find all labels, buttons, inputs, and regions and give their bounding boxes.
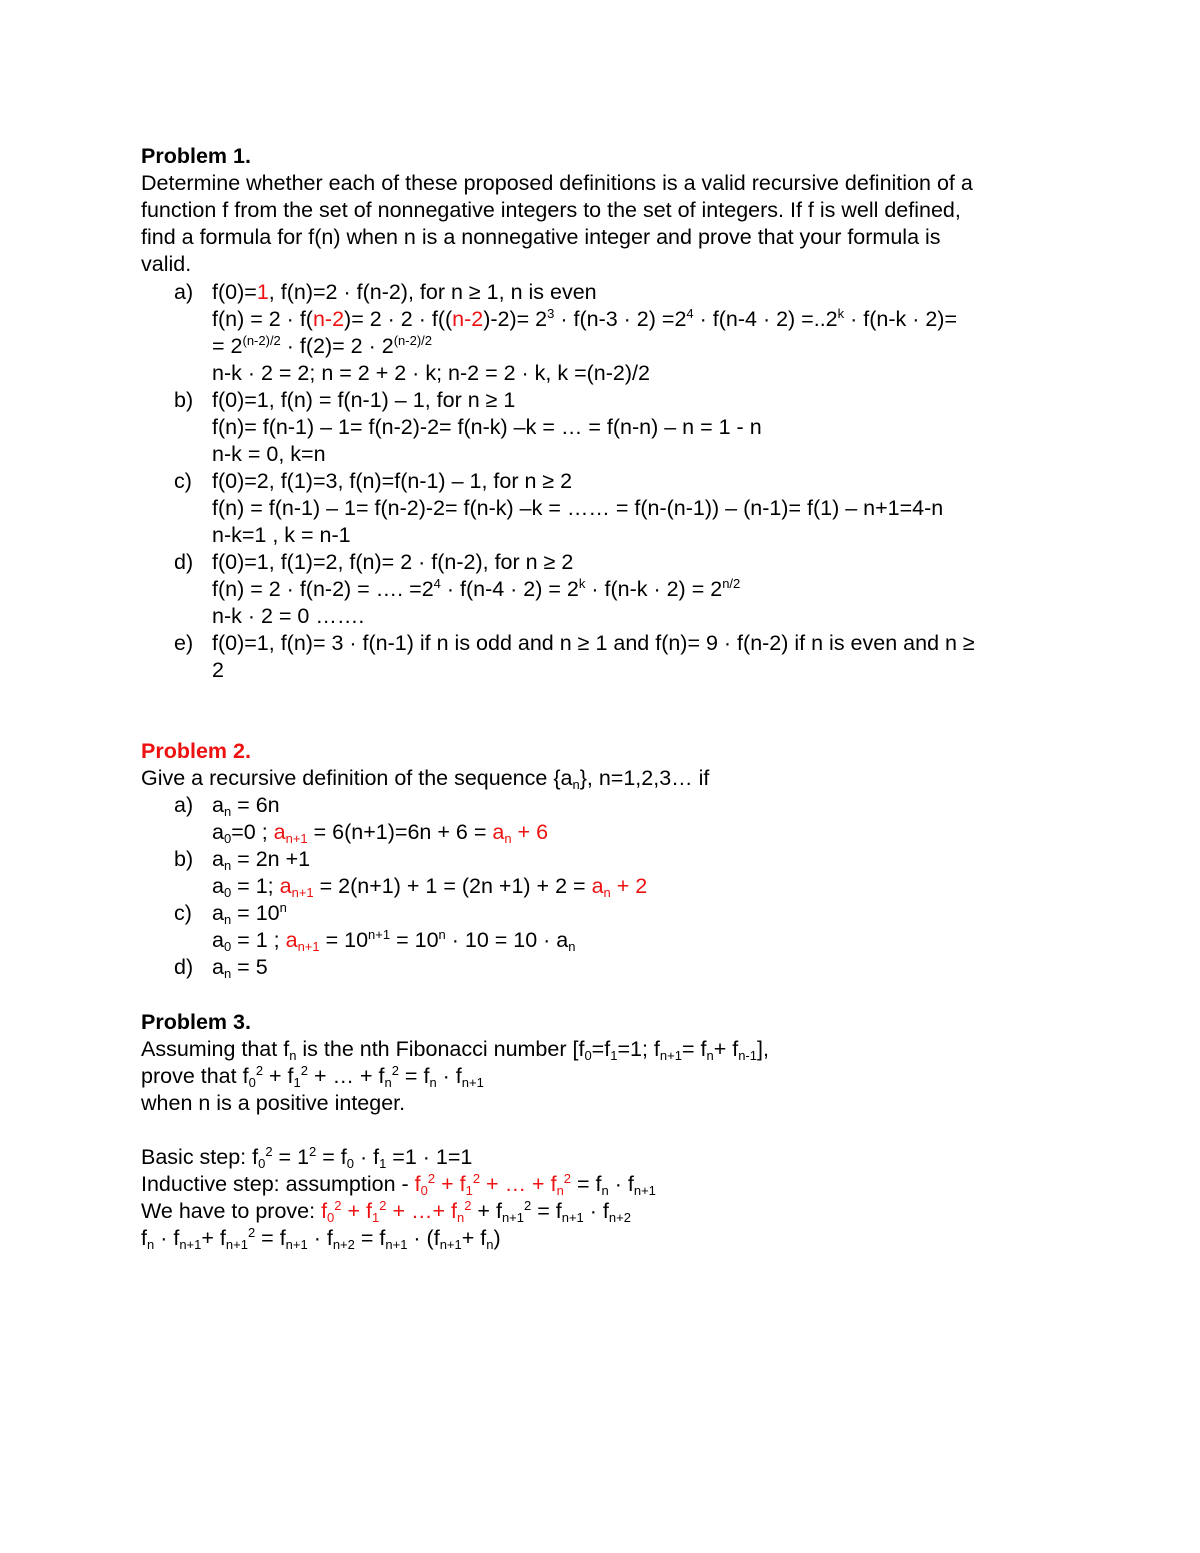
problem-1-d-line: f(0)=1, f(1)=2, f(n)= 2 · f(n-2), for n ≥ 2 bbox=[212, 550, 574, 574]
problem-3-line: Basic step: $f_0^2 = 1^2 = f_0 \cdot f_1 =1 \cdot 1=1$ bbox=[141, 1144, 473, 1171]
problem-3-title: Problem 3. bbox=[141, 1010, 251, 1034]
item-label: c) bbox=[174, 901, 192, 925]
problem-1-b-line: f(0)=1, f(n) = f(n-1) – 1, for n ≥ 1 bbox=[212, 388, 516, 412]
item-label: a) bbox=[174, 793, 194, 817]
problem-1-a-line: n-k · 2 = 2; n = 2 + 2 · k; n-2 = 2 · k, k =(n-2)/2 bbox=[212, 361, 650, 385]
problem-2-title: Problem 2. bbox=[141, 739, 251, 763]
problem-1-c-line: f(n) = f(n-1) – 1= f(n-2)-2= f(n-k) –k = …… = f(n-(n-1)) – (n-1)= f(1) – n+1=4-n bbox=[212, 496, 944, 520]
problem-1-b-line: n-k = 0, k=n bbox=[212, 442, 326, 466]
item-label: d) bbox=[174, 955, 194, 979]
item-label: b) bbox=[174, 847, 194, 871]
problem-2-b-line: $a_n = 2n +1$ bbox=[212, 847, 311, 873]
problem-1-intro-line: find a formula for f(n) when n is a nonnegative integer and prove that your formula is bbox=[141, 225, 941, 249]
problem-2-c-line: $a_n = 10^n$ bbox=[212, 900, 287, 927]
item-label: d) bbox=[174, 550, 194, 574]
problem-2-d-line: $a_n = 5$ bbox=[212, 955, 268, 981]
problem-3-line: Inductive step: assumption - $f_0^2 + f_1^2$ + … + $f_n^2 = f_n \cdot f_{n+1}$ bbox=[141, 1171, 656, 1198]
problem-3-line: Assuming that $f_n$ is the nth Fibonacci number [$f_0=f_1=1$; $f_{n+1}= f_n+ f_{n-1}$], bbox=[141, 1037, 769, 1063]
item-label: b) bbox=[174, 388, 194, 412]
problem-2-c-line: $a_0 = 1$ ; $a_{n+1} = 10^{n+1} = 10^n \cdot 10 = 10 \cdot a_n$ bbox=[212, 927, 576, 954]
problem-3-line: when n is a positive integer. bbox=[141, 1091, 406, 1115]
item-label: a) bbox=[174, 280, 194, 304]
problem-1-a-line: $f(n) = 2 \cdot f(n-2)= 2 \cdot 2 \cdot f((n-2)-2)= 2^3 \cdot f(n-3 \cdot 2) =2^4 \cdot f(n-4 \cdot 2) =..2^k \cdot f(n-k \cdot 2)=$ bbox=[212, 306, 958, 331]
item-label: c) bbox=[174, 469, 192, 493]
problem-1-intro-line: Determine whether each of these proposed definitions is a valid recursive definition of a bbox=[141, 171, 973, 195]
problem-1-d-line: f(n) = 2 · f(n-2) = …. $=2^4 \cdot f(n-4 \cdot 2) = 2^k \cdot f(n-k \cdot 2) = 2^{n/2}$ bbox=[212, 576, 741, 601]
problem-1-b-line: f(n)= f(n-1) – 1= f(n-2)-2= f(n-k) –k = … = f(n-n) – n = 1 - n bbox=[212, 415, 762, 439]
problem-2-intro: Give a recursive definition of the sequence $\{a_n\}$, n=1,2,3… if bbox=[141, 766, 710, 792]
problem-1-intro-line: valid. bbox=[141, 252, 192, 276]
problem-1-e-line: 2 bbox=[212, 658, 224, 682]
problem-1-intro-line: function f from the set of nonnegative integers to the set of integers. If f is well defined, bbox=[141, 198, 961, 222]
problem-2-b-line: $a_0 = 1$; $a_{n+1} = 2(n+1) + 1 = (2n +1) + 2 = a_n + 2$ bbox=[212, 874, 648, 900]
problem-1-c-line: f(0)=2, f(1)=3, f(n)=f(n-1) – 1, for n ≥ 2 bbox=[212, 469, 573, 493]
problem-1-c-line: n-k=1 , k = n-1 bbox=[212, 523, 351, 547]
problem-3-line: $f_n \cdot f_{n+1}+ f_{n+1}^2 = f_{n+1} \cdot f_{n+2} = f_{n+1} \cdot (f_{n+1}+ f_n)$ bbox=[141, 1225, 501, 1252]
problem-2-a-line: $a_n = 6n$ bbox=[212, 793, 280, 819]
problem-1-title: Problem 1. bbox=[141, 144, 251, 168]
problem-1-a-line: = $2^{(n-2)/2} \cdot f(2)= 2 \cdot 2^{(n-2)/2}$ bbox=[212, 333, 433, 358]
problem-3-line: prove that $f_0^2 + f_1^2$ + … + $f_n^2 = f_n \cdot f_{n+1}$ bbox=[141, 1063, 484, 1090]
problem-3-line: We have to prove: $f_0^2 + f_1^2$ + …+ $f_n^2 + f_{n+1}^2 = f_{n+1} \cdot f_{n+2}$ bbox=[141, 1198, 631, 1225]
problem-2-a-line: $a_0=0$ ; $a_{n+1} = 6(n+1)=6n + 6 = a_n + 6$ bbox=[212, 820, 549, 846]
item-label: e) bbox=[174, 631, 194, 655]
problem-1-d-line: n-k · 2 = 0 ……. bbox=[212, 604, 365, 628]
problem-1-e-line: f(0)=1, f(n)= 3 · f(n-1) if n is odd and n ≥ 1 and f(n)= 9 · f(n-2) if n is even and n ≥ bbox=[212, 631, 975, 655]
problem-1-a-line: f(0)=1, f(n)=2 · f(n-2), for n ≥ 1, n is even bbox=[212, 280, 597, 304]
